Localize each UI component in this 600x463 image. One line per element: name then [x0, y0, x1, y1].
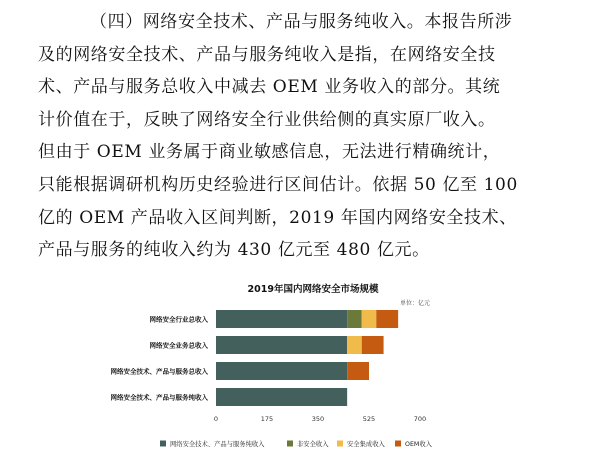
- paragraph-line: 产品与服务的纯收入约为 430 亿元至 480 亿元。: [38, 240, 430, 261]
- legend-label: OEM收入: [405, 441, 432, 448]
- legend-label: 安全集成收入: [347, 441, 385, 448]
- legend-swatch: [337, 441, 343, 447]
- bar-segment: [376, 310, 398, 328]
- chart-unit-label: 单位：亿元: [400, 300, 431, 307]
- category-label: 网络安全技术、产品与服务纯收入: [110, 393, 208, 402]
- x-tick-label: 0: [213, 415, 219, 423]
- bar-segment: [362, 336, 384, 354]
- legend-swatch: [395, 441, 401, 447]
- category-label: 网络安全行业总收入: [149, 315, 208, 324]
- chart-svg: [100, 278, 560, 458]
- category-label: 网络安全业务总收入: [149, 341, 208, 350]
- bar-segment: [216, 388, 347, 406]
- paragraph-line: 亿的 OEM 产品收入区间判断，2019 年国内网络安全技术、: [38, 207, 517, 228]
- bar-segment: [347, 362, 369, 380]
- body-paragraph: [38, 6, 578, 267]
- category-label: 网络安全技术、产品与服务总收入: [110, 367, 208, 376]
- bar-segment: [216, 336, 347, 354]
- legend-label: 网络安全技术、产品与服务纯收入: [170, 441, 265, 448]
- bar-segment: [216, 362, 347, 380]
- legend-swatch: [287, 441, 293, 447]
- chart-title: 2019年国内网络安全市场规模: [247, 284, 379, 295]
- paragraph-line: 术、产品与服务总收入中减去 OEM 业务收入的部分。其统: [38, 77, 501, 98]
- paragraph-line: 计价值在于，反映了网络安全行业供给侧的真实原厂收入。: [38, 109, 496, 130]
- paragraph-line: 但由于 OEM 业务属于商业敏感信息，无法进行精确统计，: [38, 142, 501, 163]
- x-tick-label: 525: [362, 415, 376, 423]
- paragraph-line: 只能根据调研机构历史经验进行区间估计。依据 50 亿至 100: [38, 174, 518, 195]
- legend-swatch: [160, 441, 166, 447]
- bar-segment: [347, 336, 362, 354]
- legend-label: 非安全收入: [297, 441, 329, 448]
- x-tick-label: 700: [413, 415, 427, 423]
- paragraph-line: 及的网络安全技术、产品与服务纯收入是指，在网络安全技: [38, 44, 496, 65]
- market-size-chart: [100, 278, 560, 458]
- bar-segment: [362, 310, 377, 328]
- paragraph-line: （四）网络安全技术、产品与服务纯收入。本报告所涉: [90, 12, 513, 32]
- bar-segment: [216, 310, 347, 328]
- bar-segment: [347, 310, 362, 328]
- x-tick-label: 175: [260, 415, 274, 423]
- x-tick-label: 350: [311, 415, 325, 423]
